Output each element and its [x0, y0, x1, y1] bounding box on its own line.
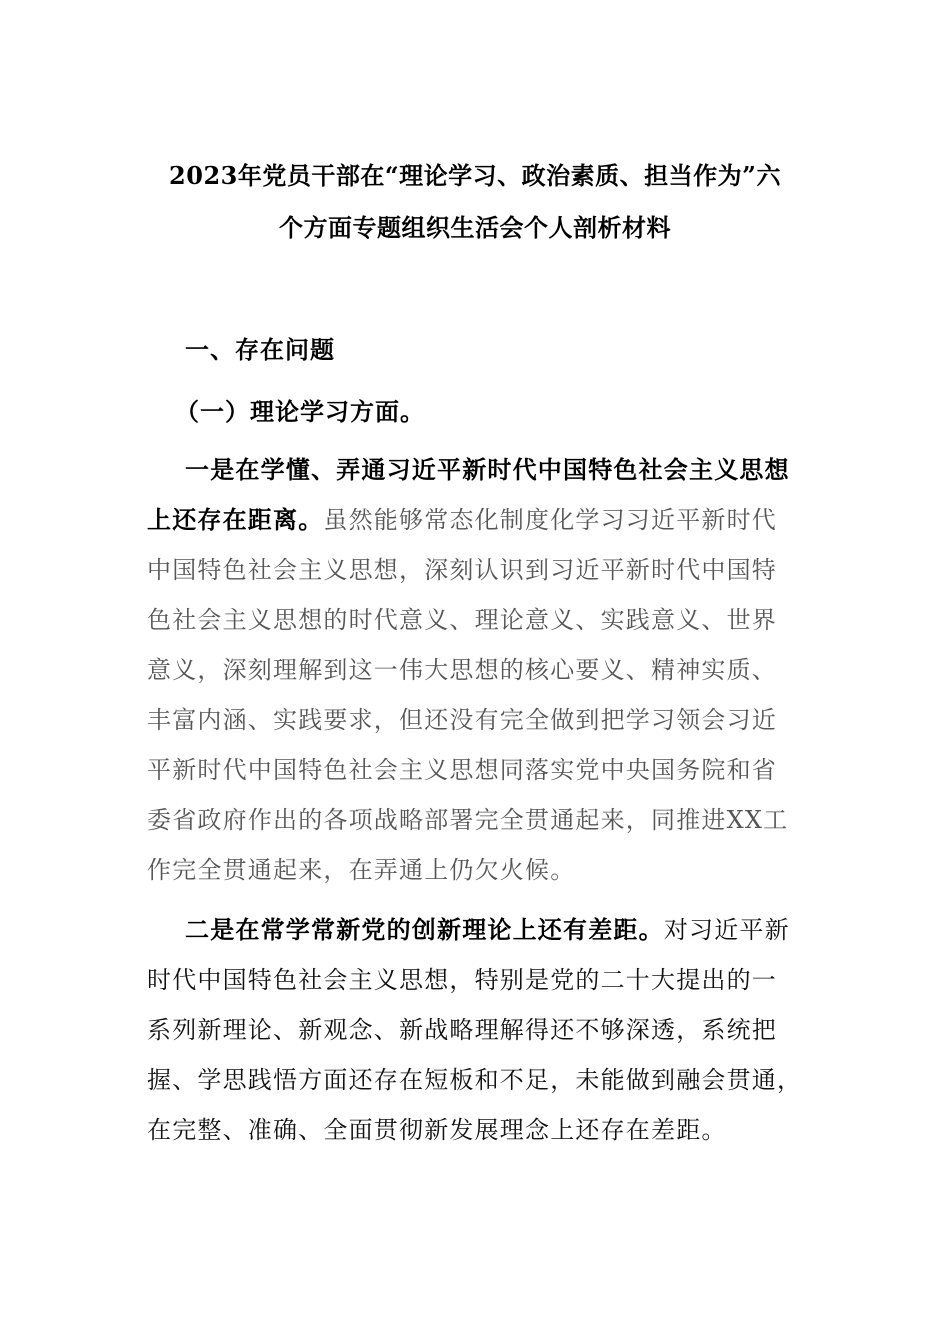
- paragraph-2-line: 时代中国特色社会主义思想，特别是党的二十大提出的一: [147, 966, 777, 994]
- paragraph-1-line: 意义，深刻理解到这一伟大思想的核心要义、精神实质、: [147, 656, 777, 684]
- section-heading: 一、存在问题: [185, 335, 335, 364]
- paragraph-2-line: 在完整、准确、全面贯彻新发展理念上还存在差距。: [147, 1116, 727, 1144]
- paragraph-1: [147, 445, 807, 895]
- paragraph-1-line: 中国特色社会主义思想，深刻认识到习近平新时代中国特: [147, 556, 777, 584]
- subsection-heading: （一）理论学习方面。: [175, 397, 425, 426]
- paragraph-1-line: 委省政府作出的各项战略部署完全贯通起来，同推进XX工: [147, 806, 789, 834]
- paragraph-1-line-2: [147, 495, 807, 545]
- paragraph-2-bold-lead: 二是在常学常新党的创新理论上还有差距。: [185, 915, 664, 944]
- paragraph-2-line-1-text: 对习近平新: [663, 916, 790, 944]
- paragraph-2: [147, 905, 807, 1155]
- paragraph-2-line: 握、学思践悟方面还存在短板和不足，未能做到融会贯通，: [147, 1066, 803, 1094]
- paragraph-1-line-2-text: 虽然能够常态化制度化学习习近平新时代: [323, 506, 778, 534]
- paragraph-1-line: 平新时代中国特色社会主义思想同落实党中央国务院和省: [147, 756, 777, 784]
- document-title: [145, 150, 805, 254]
- title-line-2: 个方面专题组织生活会个人剖析材料: [279, 213, 671, 242]
- paragraph-1-bold-lead: 上还存在距离。: [147, 505, 324, 534]
- paragraph-1-line: 丰富内涵、实践要求，但还没有完全做到把学习领会习近: [147, 706, 777, 734]
- paragraph-1-line: 作完全贯通起来，在弄通上仍欠火候。: [147, 856, 576, 884]
- title-line-1: 2023年党员干部在“理论学习、政治素质、担当作为”六: [169, 161, 781, 190]
- paragraph-1-line: 色社会主义思想的时代意义、理论意义、实践意义、世界: [147, 606, 777, 634]
- paragraph-2-line-1: [147, 905, 807, 955]
- paragraph-2-line: 系列新理论、新观念、新战略理解得还不够深透，系统把: [147, 1016, 777, 1044]
- paragraph-1-bold-line-1: 一是在学懂、弄通习近平新时代中国特色社会主义思想: [185, 455, 790, 484]
